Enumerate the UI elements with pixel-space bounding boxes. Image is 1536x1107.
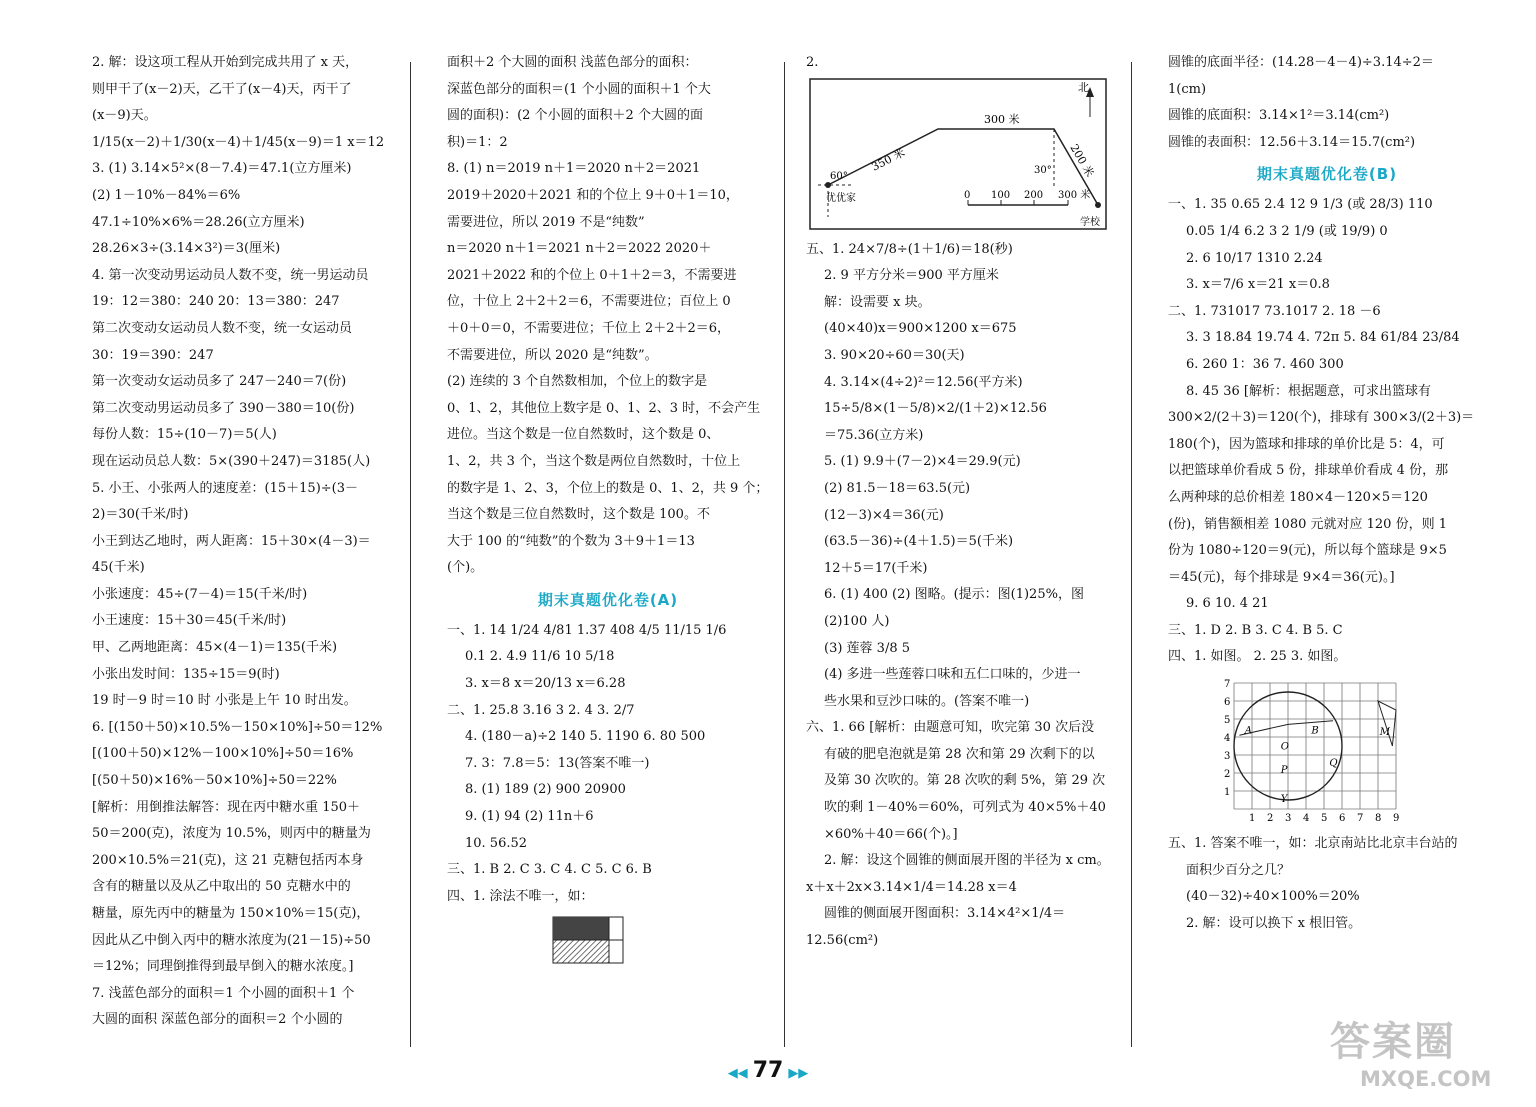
answer-line: 2. 9 平方分米＝900 平方厘米 <box>824 268 999 284</box>
column-3 <box>806 50 1121 955</box>
triangle-shape <box>1378 701 1396 746</box>
text-line: (x－9)天。 <box>92 108 157 124</box>
y-tick-label: 3 <box>1224 751 1231 763</box>
point-label: O <box>1280 741 1290 753</box>
answer-line: (4) 多进一些莲蓉口味和五仁口味的，少进一 <box>824 667 1081 683</box>
answer-line: (40×40)x＝900×1200 x＝675 <box>824 321 1017 337</box>
text-line: 2019＋2020＋2021 和的个位上 9＋0＋1＝10， <box>447 187 739 203</box>
text-line: 19：12＝380：240 20：13＝380：247 <box>92 294 340 310</box>
answer-line: 15÷5/8×(1－5/8)×2/(1＋2)×12.56 <box>824 401 1047 417</box>
column-divider <box>410 62 411 1047</box>
point-label: P <box>1280 765 1288 777</box>
answer-line: 三、1. B 2. C 3. C 4. C 5. C 6. B <box>447 862 652 878</box>
answer-line: 12.56(cm²) <box>806 933 879 949</box>
section-header-b: 期末真题优化卷(B) <box>1256 165 1398 184</box>
text-line: 2. 解：设这项工程从开始到完成共用了 x 天， <box>92 55 359 70</box>
y-tick-label: 7 <box>1224 679 1231 691</box>
text-line: 现在运动员总人数：5×(390＋247)＝3185(人) <box>92 453 371 469</box>
distance-label: 300 米 <box>984 112 1020 126</box>
analysis-line: 8. 45 36 [解析：根据题意，可求出篮球有 <box>1186 383 1431 399</box>
answer-line: 些水果和豆沙口味的。(答案不唯一) <box>824 693 1030 709</box>
text-line: 第二次变动女运动员人数不变，统一女运动员 <box>92 320 353 336</box>
page-number <box>0 1058 1536 1083</box>
text-line: 大圆的面积 深蓝色部分的面积＝2 个小圆的 <box>92 1012 343 1028</box>
answer-line: 2. 解：设这个圆锥的侧面展开图的半径为 x cm。 <box>824 853 1110 869</box>
shading-figure <box>552 916 632 966</box>
x-tick-label: 9 <box>1393 813 1400 825</box>
point-label: B <box>1311 725 1319 737</box>
text-line: 7. 浅蓝色部分的面积＝1 个小圆的面积＋1 个 <box>92 985 355 1001</box>
answer-line: 8. (1) 189 (2) 900 20900 <box>465 782 626 798</box>
text-line: (2) 1－10%－84%＝6% <box>92 187 241 203</box>
answer-line: 4. 3.14×(4÷2)²＝12.56(平方米) <box>824 374 1023 390</box>
answer-line: 二、1. 25.8 3.16 3 2. 4 3. 2/7 <box>447 702 635 718</box>
answer-line: 6. 260 1：36 7. 460 300 <box>1186 356 1344 372</box>
watermark-text: 答案圈 <box>1330 1019 1456 1065</box>
text-line: 的数字是 1、2、3，个位上的数是 0、1、2，共 9 个； <box>447 480 769 496</box>
answer-line: (12－3)×4＝36(元) <box>824 507 944 523</box>
text-line: 小王速度：15＋30＝45(千米/时) <box>92 613 287 629</box>
answer-line: 3. 3 18.84 19.74 4. 72π 5. 84 61/84 23/84 <box>1186 330 1460 346</box>
page-number-text: 77 <box>752 1058 784 1083</box>
x-tick-label: 8 <box>1375 813 1382 825</box>
segment-line <box>1239 721 1333 735</box>
text-line: 19 时－9 时＝10 时 小张是上午 10 时出发。 <box>92 693 357 709</box>
text-line: 47.1÷10%×6%＝28.26(立方厘米) <box>92 214 305 230</box>
text-line: [(50＋50)×16%－50×10%]÷50＝22% <box>92 773 337 789</box>
answer-line: 二、1. 731017 73.1017 2. 18 －6 <box>1168 303 1381 319</box>
text-line: (2) 连续的 3 个自然数相加，个位上的数字是 <box>447 374 708 390</box>
answer-line: 5. (1) 9.9＋(7－2)×4＝29.9(元) <box>824 454 1021 470</box>
answer-line: 五、1. 24×7/8÷(1＋1/6)＝18(秒) <box>806 241 1013 257</box>
answer-line: 三、1. D 2. B 3. C 4. B 5. C <box>1168 622 1343 638</box>
point-label: A <box>1244 725 1253 737</box>
text-line: 5. 小王、小张两人的速度差：(15＋15)÷(3－ <box>92 480 358 496</box>
watermark-url: MXQE.COM <box>1360 1067 1492 1091</box>
text-line: 第一次变动女运动员多了 247－240＝7(份) <box>92 374 347 390</box>
angle-label: 30° <box>1034 164 1052 176</box>
north-label: 北 <box>1078 80 1089 94</box>
analysis-line: 因此从乙中倒入丙中的糖水浓度为(21－15)÷50 <box>92 932 371 948</box>
answer-line: 四、1. 涂法不唯一，如： <box>447 888 594 904</box>
text-line: 小张出发时间：135÷15＝9(时) <box>92 666 280 682</box>
text-line: n＝2020 n＋1＝2021 n＋2＝2022 2020＋ <box>447 241 712 257</box>
text-line: 4. 第一次变动男运动员人数不变，统一男运动员 <box>92 267 369 283</box>
answer-line: 面积少百分之几？ <box>1186 862 1291 878</box>
text-line: 不需要进位，所以 2020 是“纯数”。 <box>447 347 658 363</box>
answer-line: 2. 解：设可以换下 x 根旧管。 <box>1186 915 1362 931</box>
text-line: 甲、乙两地距离：45×(4－1)＝135(千米) <box>92 640 338 656</box>
answer-line: (3) 莲蓉 3/8 5 <box>824 640 911 656</box>
section-header-a: 期末真题优化卷(A) <box>537 590 679 609</box>
x-tick-label: 3 <box>1285 813 1292 825</box>
text-line: 3. (1) 3.14×5²×(8－7.4)＝47.1(立方厘米) <box>92 161 352 177</box>
analysis-line: 及第 30 次吹的。第 28 次吹的剩 5%，第 29 次 <box>824 773 1106 789</box>
text-line: 1/15(x－2)＋1/30(x－4)＋1/45(x－9)＝1 x＝12 <box>92 134 385 150</box>
answer-line: ＝75.36(立方米) <box>824 427 924 443</box>
point-label: Y <box>1280 793 1288 805</box>
analysis-line: ＝45(元)，每个排球是 9×4＝36(元)。] <box>1168 569 1395 585</box>
route-map <box>808 77 1118 237</box>
analysis-line: (份)，销售额相差 1080 元就对应 120 份，则 1 <box>1168 516 1447 532</box>
analysis-line: 以把篮球单价看成 5 份，排球单价看成 4 份，那 <box>1168 463 1449 479</box>
text-line: 45(千米) <box>92 560 145 576</box>
column-1 <box>92 50 397 1034</box>
answer-line: 3. 90×20÷60＝30(天) <box>824 347 965 363</box>
column-2 <box>447 50 769 966</box>
text-line: 每份人数：15÷(10－7)＝5(人) <box>92 427 277 443</box>
analysis-line: 含有的糖量以及从乙中取出的 50 克糖水中的 <box>92 879 351 895</box>
text-line: [(100＋50)×12%－100×10%]÷50＝16% <box>92 746 354 762</box>
analysis-line: [解析：用倒推法解答：现在丙中糖水重 150＋ <box>92 799 361 815</box>
text-line: 圆的面积)：(2 个小圆的面积＋2 个大圆的面 <box>447 108 703 124</box>
y-tick-label: 5 <box>1224 715 1231 727</box>
text-line: 进位。当这个数是一位自然数时，这个数是 0、 <box>447 427 720 443</box>
angle-label: 60° <box>830 170 848 182</box>
text-line: 需要进位，所以 2019 不是“纯数” <box>447 214 645 230</box>
y-tick-label: 2 <box>1224 769 1231 781</box>
answer-line: 10. 56.52 <box>465 835 528 851</box>
text-line: 位，十位上 2＋2＋2＝6，不需要进位；百位上 0 <box>447 294 731 310</box>
x-tick-label: 6 <box>1339 813 1346 825</box>
analysis-line: 300×2/(2＋3)＝120(个)，排球有 300×3/(2＋3)＝ <box>1168 410 1475 426</box>
distance-label: 200 米 <box>1067 141 1097 179</box>
analysis-line: 糖量，原先丙中的糖量为 150×10%＝15(克)， <box>92 906 370 921</box>
analysis-line: 200×10.5%＝21(克)，这 21 克糖包括丙本身 <box>92 852 364 868</box>
text-line: 2)＝30(千米/时) <box>92 507 189 523</box>
column-divider <box>1131 62 1132 1047</box>
x-tick-label: 1 <box>1249 813 1256 825</box>
text-line: 第二次变动男运动员多了 390－380＝10(份) <box>92 400 355 416</box>
answer-line: 五、1. 答案不唯一，如：北京南站比北京丰台站的 <box>1168 836 1458 852</box>
text-line: 则甲干了(x－2)天，乙干了(x－4)天，丙干了 <box>92 81 352 97</box>
x-tick-label: 4 <box>1303 813 1310 825</box>
answer-line: 一、1. 14 1/24 4/81 1.37 408 4/5 11/15 1/6 <box>447 622 727 638</box>
analysis-line: 吹的剩 1－40%＝60%，可列式为 40×5%＋40 <box>824 800 1106 816</box>
text-line: 面积＋2 个大圆的面积 浅蓝色部分的面积： <box>447 55 698 70</box>
text-line: 28.26×3÷(3.14×3²)＝3(厘米) <box>92 241 281 257</box>
coordinate-grid <box>1218 671 1418 831</box>
x-tick-label: 7 <box>1357 813 1364 825</box>
school-label: 学校 <box>1080 216 1100 228</box>
text-line: 圆锥的底面半径：(14.28－4－4)÷3.14÷2＝ <box>1168 55 1434 70</box>
point-label: M <box>1379 727 1391 739</box>
distance-label: 350 米 <box>869 145 907 174</box>
answer-line: (2)100 人) <box>824 613 890 629</box>
y-tick-label: 6 <box>1224 697 1231 709</box>
answer-line: 2. 6 10/17 1310 2.24 <box>1186 250 1323 266</box>
text-line: 小张速度：45÷(7－4)＝15(千米/时) <box>92 586 308 602</box>
answer-line: 0.1 2. 4.9 11/6 10 5/18 <box>465 649 615 665</box>
point-label: Q <box>1329 757 1338 769</box>
answer-line: 0.05 1/4 6.2 3 2 1/9 (或 19/9) 0 <box>1186 223 1388 239</box>
y-tick-label: 1 <box>1224 787 1231 799</box>
prev-arrow-icon: ◀◀ <box>727 1066 748 1081</box>
text-line: 圆锥的表面积：12.56＋3.14＝15.7(cm²) <box>1168 134 1416 150</box>
answer-line: 9. (1) 94 (2) 11n＋6 <box>465 809 594 825</box>
text-line: 1(cm) <box>1168 81 1207 97</box>
text-line: 当这个数是三位自然数时，这个数是 100。不 <box>447 507 710 523</box>
answer-line: 3. x＝7/6 x＝21 x＝0.8 <box>1186 277 1330 293</box>
analysis-line: 六、1. 66 [解析：由题意可知，吹完第 30 次后没 <box>806 720 1095 736</box>
text-line: 积)＝1：2 <box>447 134 508 150</box>
x-tick-label: 5 <box>1321 813 1328 825</box>
answer-line: 7. 3：7.8＝5：13(答案不唯一) <box>465 755 650 771</box>
answer-line: (40－32)÷40×100%＝20% <box>1186 889 1360 905</box>
analysis-line: 50＝200(克)，浓度为 10.5%，则丙中的糖量为 <box>92 826 371 842</box>
text-line: 圆锥的底面积：3.14×1²＝3.14(cm²) <box>1168 108 1390 124</box>
next-arrow-icon: ▶▶ <box>788 1066 809 1081</box>
answer-line: 3. x＝8 x＝20/13 x＝6.28 <box>465 676 626 692</box>
analysis-line: ＝12%；同理倒推得到最早倒入的糖水浓度。] <box>92 959 354 975</box>
column-4 <box>1168 50 1486 937</box>
text-line: 2021＋2022 和的个位上 0＋1＋2＝3，不需要进 <box>447 267 737 283</box>
answer-line: (63.5－36)÷(4＋1.5)＝5(千米) <box>824 534 1014 550</box>
scale-tick: 0 <box>964 189 971 201</box>
answer-line: 12＋5＝17(千米) <box>824 560 928 576</box>
text-line: 大于 100 的“纯数”的个数为 3＋9＋1＝13 <box>447 533 695 549</box>
analysis-line: 180(个)，因为篮球和排球的单价比是 5：4，可 <box>1168 436 1445 452</box>
scale-tick: 100 <box>991 189 1011 201</box>
text-line: 8. (1) n＝2019 n＋1＝2020 n＋2＝2021 <box>447 161 701 177</box>
scale-tick: 300 米 <box>1058 189 1091 201</box>
home-label: 优优家 <box>826 192 856 204</box>
text-line: 1、2，共 3 个，当这个数是两位自然数时，十位上 <box>447 453 741 469</box>
analysis-line: 么两种球的总价相差 180×4－120×5＝120 <box>1168 489 1428 505</box>
answer-line: 四、1. 如图。 2. 25 3. 如图。 <box>1168 649 1347 665</box>
answer-line: (2) 81.5－18＝63.5(元) <box>824 480 971 496</box>
analysis-line: ×60%＋40＝66(个)。] <box>824 826 958 842</box>
text-line: 小王到达乙地时，两人距离：15＋30×(4－3)＝ <box>92 533 371 549</box>
answer-line: 4. (180－a)÷2 140 5. 1190 6. 80 500 <box>465 729 706 745</box>
column-divider <box>784 62 785 1047</box>
analysis-line: 份为 1080÷120＝9(元)，所以每个篮球是 9×5 <box>1168 543 1447 559</box>
text-line: 深蓝色部分的面积＝(1 个小圆的面积＋1 个大 <box>447 81 711 97</box>
question-label: 2. <box>806 55 819 70</box>
answer-line: x＋x＋2x×3.14×1/4＝14.28 x＝4 <box>806 879 1017 895</box>
text-line: ＋0＋0＝0，不需要进位；千位上 2＋2＋2＝6， <box>447 320 731 336</box>
text-line: (个)。 <box>447 560 484 576</box>
y-tick-label: 4 <box>1224 733 1231 745</box>
answer-line: 解：设需要 x 块。 <box>824 294 931 310</box>
answer-line: 9. 6 10. 4 21 <box>1186 596 1269 612</box>
x-tick-label: 2 <box>1267 813 1274 825</box>
text-line: 6. [(150＋50)×10.5%－150×10%]÷50＝12% <box>92 719 383 735</box>
text-line: 30：19＝390：247 <box>92 347 214 363</box>
text-line: 0、1、2，其他位上数字是 0、1、2、3 时，不会产生 <box>447 400 761 416</box>
scale-tick: 200 <box>1024 189 1044 201</box>
watermark <box>1330 1010 1491 1091</box>
answer-line: 一、1. 35 0.65 2.4 12 9 1/3 (或 28/3) 110 <box>1168 197 1433 213</box>
answer-line: 6. (1) 400 (2) 图略。(提示：图(1)25%，图 <box>824 587 1084 603</box>
analysis-line: 有破的肥皂泡就是第 28 次和第 29 次剩下的以 <box>824 746 1095 762</box>
answer-line: 圆锥的侧面展开图面积：3.14×4²×1/4＝ <box>824 906 1066 922</box>
